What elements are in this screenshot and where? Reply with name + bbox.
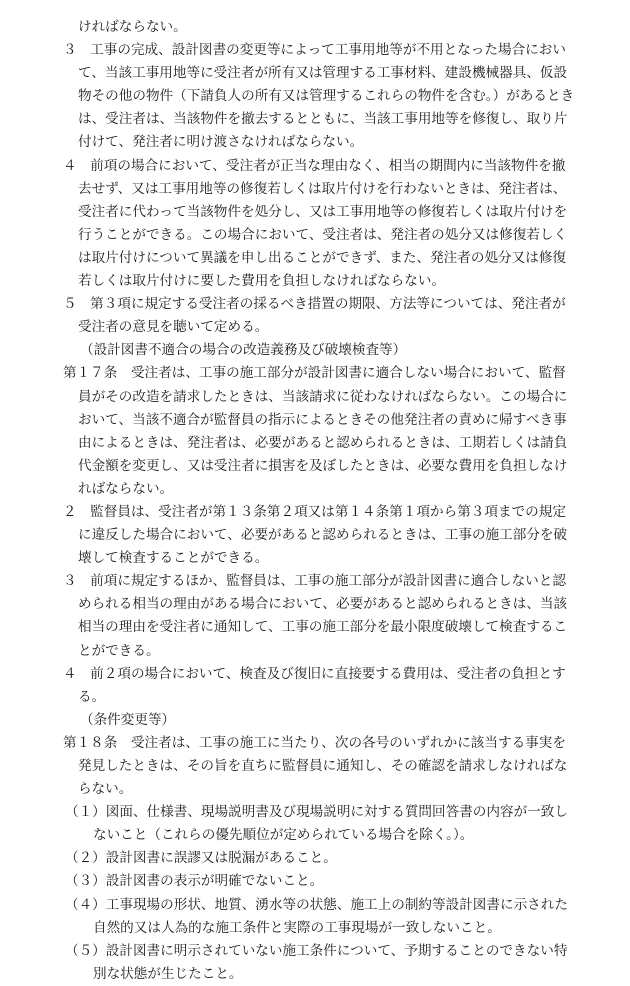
document-page — [0, 16, 630, 986]
article-18-item-1: （１）図面、仕様書、現場説明書及び現場説明に対する質問回答書の内容が一致しないこと（これらの優先順位が定められている場合を除く。）。 — [65, 804, 568, 844]
article-17-heading: （設計図書不適合の場合の改造義務及び破壊検査等） — [80, 342, 407, 359]
paragraph-3-site-restoration: ３ 工事の完成、設計図書の変更等によって工事用地等が不用となった場合において、当該工事用地等に受注者が所有又は管理する工事材料、建設機械器具、仮設物その他の物件（下請負人の所有又は管理するこれらの物件を含む。）があるときは、受注者は、当該物件を撤去するとともに、当該工事用地等を修復し、取り片付けて、発注者に明け渡さなければならない。 — [63, 42, 575, 151]
article-18-item-4: （４）工事現場の形状、地質、湧水等の状態、施工上の制約等設計図書に示された自然的又は人為的な施工条件と実際の工事現場が一致しないこと。 — [65, 896, 568, 936]
article-18-item-5: （５）設計図書に明示されていない施工条件について、予期することのできない特別な状態が生じたこと。 — [65, 942, 568, 982]
paragraph-continuation: ければならない。 — [78, 19, 187, 35]
paragraph-5-deadline-method: ５ 第３項に規定する受注者の採るべき措置の期限、方法等については、発注者が受注者の意見を聴いて定める。 — [63, 296, 566, 336]
article-17-body: 第１７条 受注者は、工事の施工部分が設計図書に適合しない場合において、監督員がその改造を請求したときは、当該請求に従わなければならない。この場合において、当該不適合が監督員の指示によるときその他発注者の責めに帰すべき事由によるときは、発注者は、必要があると認められるときは、工期若しくは請負代金額を変更し、又は受注者に損害を及ぼしたときは、必要な費用を負担しなければならない。 — [63, 365, 568, 497]
article-17-paragraph-4: ４ 前２項の場合において、検査及び復旧に直接要する費用は、受注者の負担とする。 — [63, 665, 566, 705]
article-18-heading: （条件変更等） — [80, 711, 176, 728]
article-17-paragraph-2: ２ 監督員は、受注者が第１３条第２項又は第１４条第１項から第３項までの規定に違反した場合において、必要があると認められるときは、工事の施工部分を破壊して検査することができる。 — [63, 503, 568, 567]
paragraph-4-disposal-by-orderer: ４ 前項の場合において、受注者が正当な理由なく、相当の期間内に当該物件を撤去せず、又は工事用地等の修復若しくは取片付けを行わないときは、発注者は、受注者に代わって当該物件を処分し、又は工事用地等の修復若しくは取片付けを行うことができる。この場合において、受注者は、発注者の処分又は修復若しくは取片付けについて異議を申し出ることができず、また、発注者の処分又は修復若しくは取片付けに要した費用を負担しなければならない。 — [63, 157, 568, 290]
article-18-item-2: （２）設計図書に誤謬又は脱漏があること。 — [65, 850, 337, 867]
article-18-body: 第１８条 受注者は、工事の施工に当たり、次の各号のいずれかに該当する事実を発見したときは、その旨を直ちに監督員に通知し、その確認を請求しなければならない。 — [63, 734, 568, 798]
article-17-paragraph-3: ３ 前項に規定するほか、監督員は、工事の施工部分が設計図書に適合しないと認められる相当の理由がある場合において、必要があると認められるときは、当該相当の理由を受注者に通知して、工事の施工部分を最小限度破壊して検査することができる。 — [63, 573, 568, 659]
article-18-item-3: （３）設計図書の表示が明確でないこと。 — [65, 873, 324, 890]
